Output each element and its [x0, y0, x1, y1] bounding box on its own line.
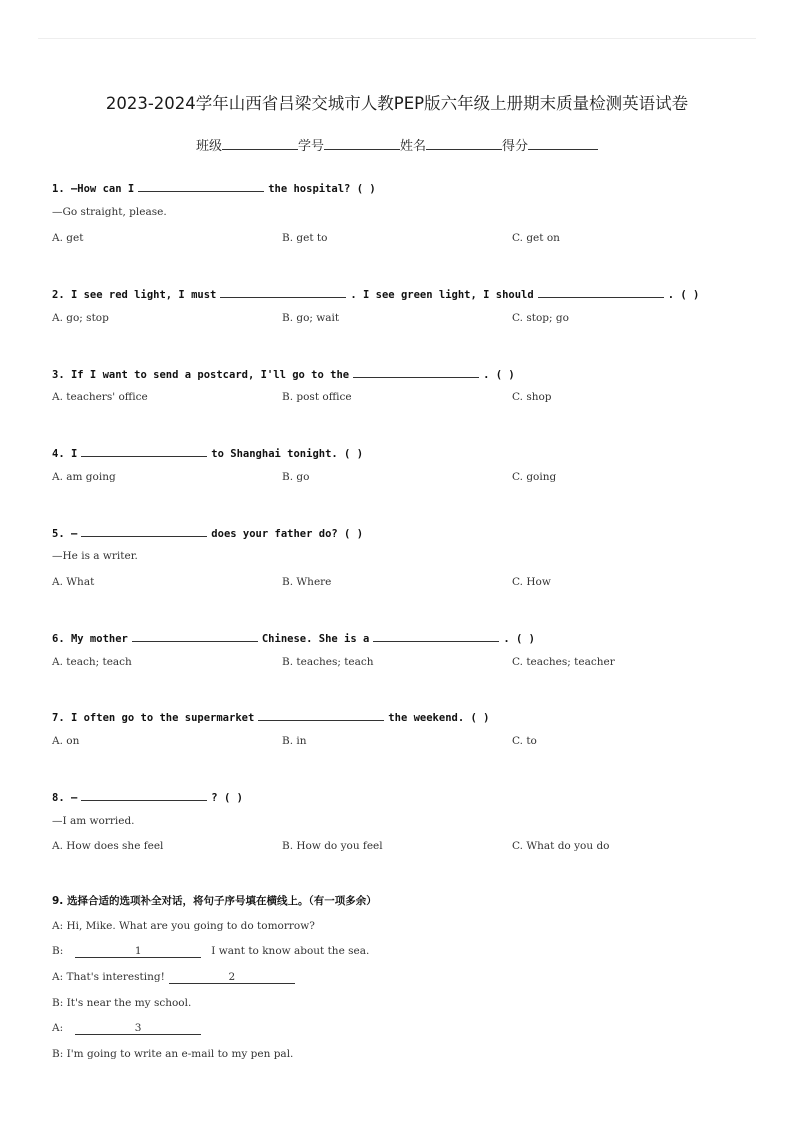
option-c[interactable]: C. going: [512, 471, 557, 483]
question-text: does your father do? ( ): [211, 528, 364, 540]
question-text: 4. I: [52, 448, 78, 460]
question-8-response: —I am worried.: [52, 815, 135, 827]
class-label: 班级: [195, 139, 222, 154]
option-c[interactable]: C. shop: [512, 391, 552, 403]
dialogue-text: Hi, Mike. What are you going to do tomorrow?: [66, 920, 315, 932]
question-text: ? ( ): [211, 792, 243, 804]
score-field[interactable]: [528, 135, 598, 150]
question-1: [52, 180, 376, 195]
option-a[interactable]: A. am going: [52, 471, 116, 483]
question-text: . ( ): [483, 369, 515, 381]
option-b[interactable]: B. go; wait: [282, 312, 340, 324]
question-text: 7. I often go to the supermarket: [52, 712, 255, 724]
name-field[interactable]: [426, 135, 502, 150]
dialogue-line: [52, 945, 369, 958]
option-b[interactable]: B. post office: [282, 391, 352, 403]
question-text: to Shanghai tonight. ( ): [211, 448, 364, 460]
dialogue-text: I want to know about the sea.: [211, 945, 370, 957]
dialogue-text: That's interesting!: [66, 971, 165, 983]
speaker-label: A:: [52, 1022, 64, 1034]
number-field[interactable]: [324, 135, 400, 150]
dialogue-line: [52, 920, 315, 932]
option-c[interactable]: C. teaches; teacher: [512, 656, 615, 668]
option-c[interactable]: C. to: [512, 735, 537, 747]
question-7: [52, 709, 489, 724]
option-b[interactable]: B. in: [282, 735, 307, 747]
option-a[interactable]: A. go; stop: [52, 312, 109, 324]
option-c[interactable]: C. What do you do: [512, 840, 610, 852]
question-text: 8. —: [52, 792, 78, 804]
answer-blank[interactable]: [132, 630, 258, 642]
question-5-response: —He is a writer.: [52, 550, 138, 562]
option-b[interactable]: B. Where: [282, 576, 332, 588]
option-b[interactable]: B. get to: [282, 232, 328, 244]
dialogue-line: [52, 1022, 211, 1035]
score-label: 得分: [502, 139, 529, 154]
option-b[interactable]: B. How do you feel: [282, 840, 383, 852]
question-8: [52, 789, 243, 804]
answer-blank[interactable]: [138, 180, 264, 192]
question-text: 3. If I want to send a postcard, I'll go to the: [52, 369, 350, 381]
option-c[interactable]: C. stop; go: [512, 312, 569, 324]
student-info-row: [0, 135, 794, 154]
option-a[interactable]: A. get: [52, 232, 84, 244]
option-a[interactable]: A. What: [52, 576, 95, 588]
option-a[interactable]: A. teachers' office: [52, 391, 148, 403]
option-b[interactable]: B. go: [282, 471, 310, 483]
question-text: . ( ): [503, 633, 535, 645]
question-text: 1. —How can I: [52, 183, 135, 195]
question-text: 6. My mother: [52, 633, 128, 645]
answer-blank-2[interactable]: 2: [169, 971, 295, 984]
question-text: the hospital? ( ): [268, 183, 376, 195]
page-title: 2023-2024学年山西省吕梁交城市人教PEP版六年级上册期末质量检测英语试卷: [105, 94, 689, 113]
question-6: [52, 630, 535, 645]
dialogue-text: I'm going to write an e-mail to my pen pal.: [66, 1048, 294, 1060]
answer-blank[interactable]: [538, 286, 664, 298]
question-text: the weekend. ( ): [388, 712, 490, 724]
option-a[interactable]: A. on: [52, 735, 80, 747]
option-c[interactable]: C. How: [512, 576, 551, 588]
option-a[interactable]: A. teach; teach: [52, 656, 132, 668]
question-5: [52, 525, 363, 540]
question-text: . ( ): [667, 289, 700, 301]
speaker-label: B:: [52, 997, 64, 1009]
question-4: [52, 445, 363, 460]
question-text: 5. —: [52, 528, 78, 540]
question-3: [52, 366, 515, 381]
dialogue-line: [52, 1048, 293, 1060]
dialogue-line: [52, 997, 191, 1009]
speaker-label: B:: [52, 945, 64, 957]
answer-blank[interactable]: [373, 630, 499, 642]
answer-blank[interactable]: [81, 789, 207, 801]
answer-blank[interactable]: [353, 366, 479, 378]
option-c[interactable]: C. get on: [512, 232, 560, 244]
speaker-label: A:: [52, 971, 64, 983]
top-divider: [38, 38, 756, 39]
speaker-label: B:: [52, 1048, 64, 1060]
option-a[interactable]: A. How does she feel: [52, 840, 164, 852]
dialogue-line: [52, 971, 305, 984]
question-9-heading: 9. 选择合适的选项补全对话，将句子序号填在横线上。（有一项多余）: [52, 895, 377, 907]
answer-blank[interactable]: [81, 525, 207, 537]
question-text: 2. I see red light, I must: [52, 289, 217, 301]
answer-blank-3[interactable]: 3: [75, 1022, 201, 1035]
question-text: Chinese. She is a: [261, 633, 370, 645]
answer-blank[interactable]: [81, 445, 207, 457]
speaker-label: A:: [52, 920, 64, 932]
answer-blank-1[interactable]: 1: [75, 945, 201, 958]
question-text: . I see green light, I should: [350, 289, 534, 301]
name-label: 姓名: [400, 139, 427, 154]
number-label: 学号: [297, 139, 324, 154]
answer-blank[interactable]: [220, 286, 346, 298]
class-field[interactable]: [222, 135, 298, 150]
dialogue-text: It's near the my school.: [66, 997, 192, 1009]
question-2: [52, 286, 699, 301]
answer-blank[interactable]: [258, 709, 384, 721]
option-b[interactable]: B. teaches; teach: [282, 656, 374, 668]
question-1-response: —Go straight, please.: [52, 206, 167, 218]
